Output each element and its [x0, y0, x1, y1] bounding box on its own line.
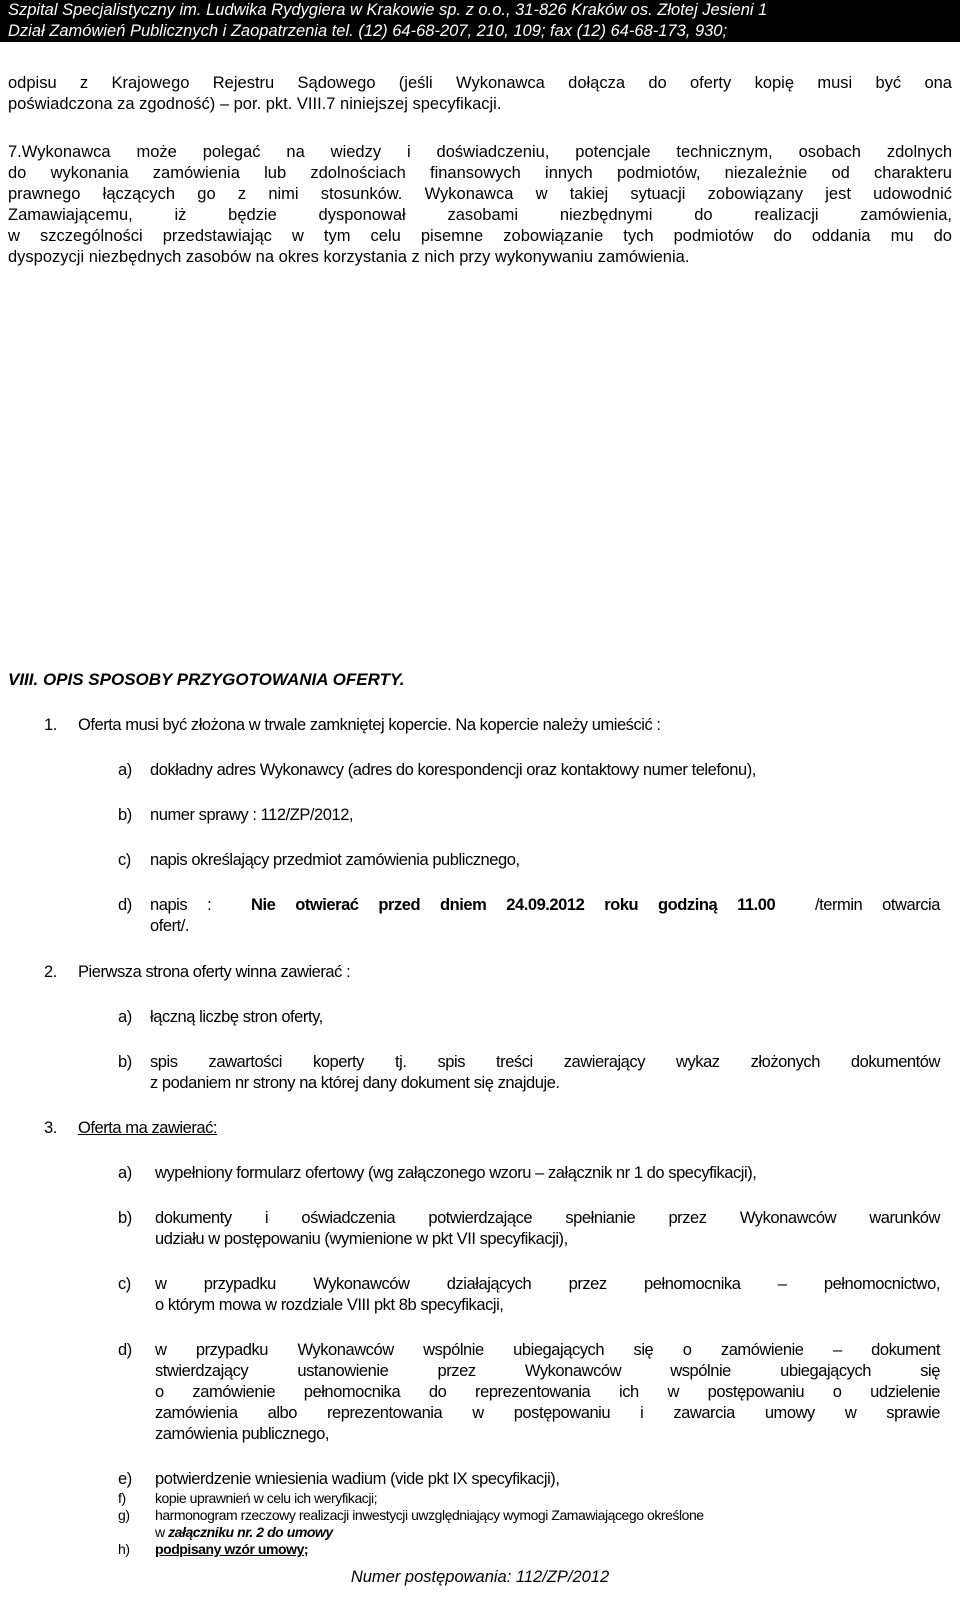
point-2b-label: b)	[118, 1053, 132, 1071]
point-1c-label: c)	[118, 851, 131, 869]
point-2b-line-1: spis zawartości koperty tj. spis treści zawierający wykaz złożonych dokumentów	[150, 1053, 940, 1071]
point-1d-line-2: ofert/.	[150, 917, 190, 935]
point-3e-text: potwierdzenie wniesienia wadium (vide pkt IX specyfikacji),	[155, 1470, 560, 1488]
point-1b-text: numer sprawy : 112/ZP/2012,	[150, 806, 354, 824]
point-3h-label: h)	[118, 1541, 130, 1557]
point-1a-label: a)	[118, 761, 132, 779]
point-2a-text: łączną liczbę stron oferty,	[150, 1008, 323, 1026]
intro-paragraph	[8, 73, 952, 115]
point-2b-line-2: z podaniem nr strony na której dany dokument się znajduje.	[150, 1074, 560, 1092]
section-7-line-4: Zamawiającemu, iż będzie dysponował zasobami niezbędnymi do realizacji zamówienia,	[8, 206, 952, 224]
intro-line-2: poświadczona za zgodność) – por. pkt. VIII.7 niniejszej specyfikacji.	[8, 95, 502, 113]
point-1d-pre: napis :	[150, 896, 212, 914]
point-3g-label: g)	[118, 1507, 130, 1523]
section-7-line-5: w szczególności przedstawiając w tym celu pisemne zobowiązanie tych podmiotów do oddania mu do	[8, 227, 952, 245]
point-3d-line-3: o zamówienie pełnomocnika do reprezentowania ich w postępowaniu o udzielenie	[155, 1383, 940, 1401]
point-3d-line-4: zamówienia albo reprezentowania w postępowaniu i zawarcia umowy w sprawie	[155, 1404, 940, 1422]
point-3b-line-2: udziału w postępowaniu (wymienione w pkt VII specyfikacji),	[155, 1230, 568, 1248]
point-1d-label: d)	[118, 896, 132, 914]
point-3d-line-2: stwierdzający ustanowienie przez Wykonawców wspólnie ubiegających się	[155, 1362, 940, 1380]
section-7-line-6: dyspozycji niezbędnych zasobów na okres korzystania z nich przy wykonywaniu zamówienia.	[8, 248, 690, 266]
point-3g-line-2	[155, 1524, 333, 1541]
section-7-line-2: do wykonania zamówienia lub zdolnościach finansowych innych podmiotów, niezależnie od charakteru	[8, 164, 952, 182]
point-3c-line-2: o którym mowa w rozdziale VIII pkt 8b specyfikacji,	[155, 1296, 504, 1314]
intro-line-1: odpisu z Krajowego Rejestru Sądowego (jeśli Wykonawca dołącza do oferty kopię musi być ona	[8, 74, 952, 92]
point-3f-text: kopie uprawnień w celu ich weryfikacji;	[155, 1490, 378, 1506]
point-3a-label: a)	[118, 1164, 132, 1182]
section-7-line-3: prawnego łączących go z nimi stosunków. Wykonawca w takiej sytuacji zobowiązany jest udowodnić	[8, 185, 952, 203]
point-3a-text: wypełniony formularz ofertowy (wg załączonego wzoru – załącznik nr 1 do specyfikacji),	[155, 1164, 757, 1182]
point-2a-label: a)	[118, 1008, 132, 1026]
section-7-line-1: 7.Wykonawca może polegać na wiedzy i doświadczeniu, potencjale technicznym, osobach zdolnych	[8, 143, 952, 161]
point-2-text: Pierwsza strona oferty winna zawierać :	[78, 963, 351, 981]
point-3c-line-1: w przypadku Wykonawców działających przez pełnomocnika – pełnomocnictwo,	[155, 1275, 940, 1293]
point-1d-bold: Nie otwierać przed dniem 24.09.2012 roku godziną 11.00	[250, 896, 776, 914]
point-3h-text-main: podpisany wzór umowy;	[155, 1541, 309, 1557]
footer-case-number: Numer postępowania: 112/ZP/2012	[350, 1568, 610, 1586]
point-1a-text: dokładny adres Wykonawcy (adres do korespondencji oraz kontaktowy numer telefonu),	[150, 761, 756, 779]
point-3f-label: f)	[118, 1490, 126, 1506]
point-1-text: Oferta musi być złożona w trwale zamkniętej kopercie. Na kopercie należy umieścić :	[78, 716, 661, 734]
point-3d-line-1: w przypadku Wykonawców wspólnie ubiegających się o zamówienie – dokument	[155, 1341, 940, 1359]
point-3b-label: b)	[118, 1209, 132, 1227]
point-3h-text	[155, 1541, 308, 1558]
point-1d-text	[150, 895, 940, 916]
point-3e-label: e)	[118, 1470, 132, 1488]
point-3d-line-5: zamówienia publicznego,	[155, 1425, 330, 1443]
point-3-number: 3.	[44, 1119, 57, 1137]
document-header	[0, 0, 960, 42]
point-3g-line-2-pre: w	[155, 1524, 165, 1540]
point-1b-label: b)	[118, 806, 132, 824]
point-3d-label: d)	[118, 1341, 132, 1359]
point-2-number: 2.	[44, 963, 57, 981]
header-line-2: Dział Zamówień Publicznych i Zaopatrzenia tel. (12) 64-68-207, 210, 109; fax (12) 64-68-173, 930;	[8, 22, 728, 40]
point-1d-post: /termin otwarcia	[815, 896, 940, 914]
point-3g-line-2-bold: załączniku nr. 2 do umowy	[168, 1524, 333, 1540]
point-3-text-main: Oferta ma zawierać:	[78, 1119, 218, 1137]
header-line-1: Szpital Specjalistyczny im. Ludwika Rydygiera w Krakowie sp. z o.o., 31-826 Kraków os. Złotej Jesieni 1	[8, 1, 768, 19]
point-3-text	[78, 1118, 217, 1139]
point-1c-text: napis określający przedmiot zamówienia publicznego,	[150, 851, 520, 869]
section-7-paragraph	[8, 142, 952, 268]
point-3c-label: c)	[118, 1275, 131, 1293]
section-heading: VIII. OPIS SPOSOBY PRZYGOTOWANIA OFERTY.	[8, 670, 405, 689]
point-3b-line-1: dokumenty i oświadczenia potwierdzające spełnianie przez Wykonawców warunków	[155, 1209, 940, 1227]
point-1-number: 1.	[44, 716, 57, 734]
point-3g-line-1: harmonogram rzeczowy realizacji inwestycji uwzględniający wymogi Zamawiającego określone	[155, 1507, 704, 1523]
